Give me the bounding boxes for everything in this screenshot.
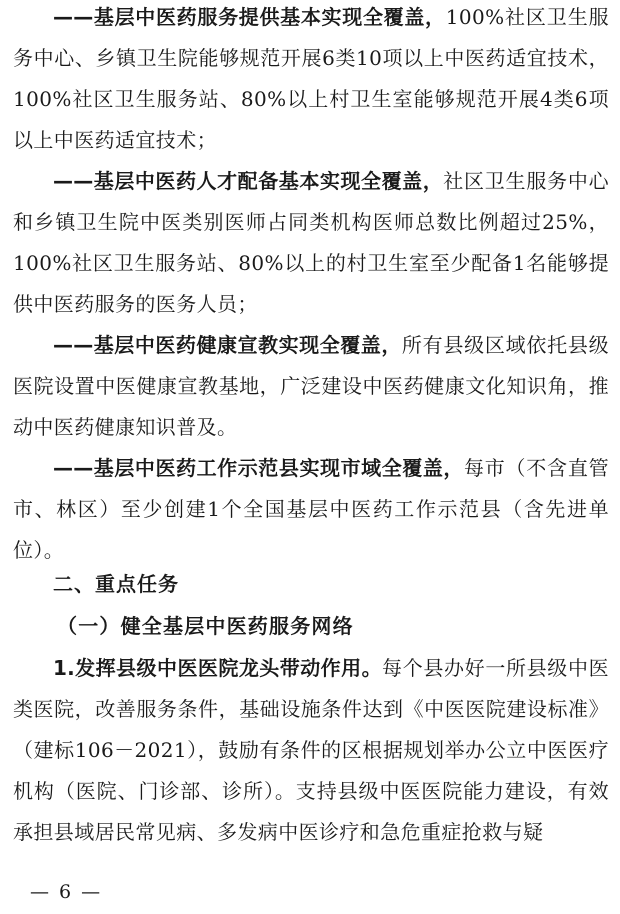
paragraph-lead: ——基层中医药人才配备基本实现全覆盖，: [53, 169, 444, 193]
paragraph-education-coverage: [13, 325, 609, 448]
paragraph-lead: ——基层中医药工作示范县实现市域全覆盖，: [53, 456, 464, 480]
paragraph-body: 所有县级区域依托县级医院设置中医健康宣教基地，广泛建设中医药健康文化知识角，推动中医药健康知识普及。: [13, 333, 609, 439]
paragraph-talent-coverage: [13, 161, 609, 325]
paragraph-task-1: [13, 648, 609, 853]
task-body: 每个县办好一所县级中医类医院，改善服务条件，基础设施条件达到《中医医院建设标准》（建标106－2021），鼓励有条件的区根据规划举办公立中医医疗机构（医院、门诊部、诊所）。支持县级中医医院能力建设，有效承担县域居民常见病、多发病中医诊疗和急危重症抢救与疑: [13, 656, 609, 844]
paragraph-lead: ——基层中医药健康宣教实现全覆盖，: [53, 333, 402, 357]
task-lead: 1.发挥县级中医医院龙头带动作用。: [53, 656, 383, 680]
section-heading: 二、重点任务: [53, 572, 179, 596]
paragraph-body: 100%社区卫生服务中心、乡镇卫生院能够规范开展6类10项以上中医药适宜技术，100%社区卫生服务站、80%以上村卫生室能够规范开展4类6项以上中医药适宜技术；: [13, 5, 609, 152]
paragraph-body: 每市（不含直管市、林区）至少创建1个全国基层中医药工作示范县（含先进单位）。: [13, 456, 609, 562]
paragraph-service-coverage: [13, 0, 609, 161]
paragraph-body: 社区卫生服务中心和乡镇卫生院中医类别医师占同类机构医师总数比例超过25%，100%社区卫生服务站、80%以上的村卫生室至少配备1名能够提供中医药服务的医务人员；: [13, 169, 609, 316]
paragraph-demo-county-coverage: [13, 448, 609, 571]
page-number: — 6 —: [30, 881, 103, 903]
subsection-heading: （一）健全基层中医药服务网络: [57, 614, 354, 638]
paragraph-lead: ——基层中医药服务提供基本实现全覆盖，: [53, 5, 446, 29]
